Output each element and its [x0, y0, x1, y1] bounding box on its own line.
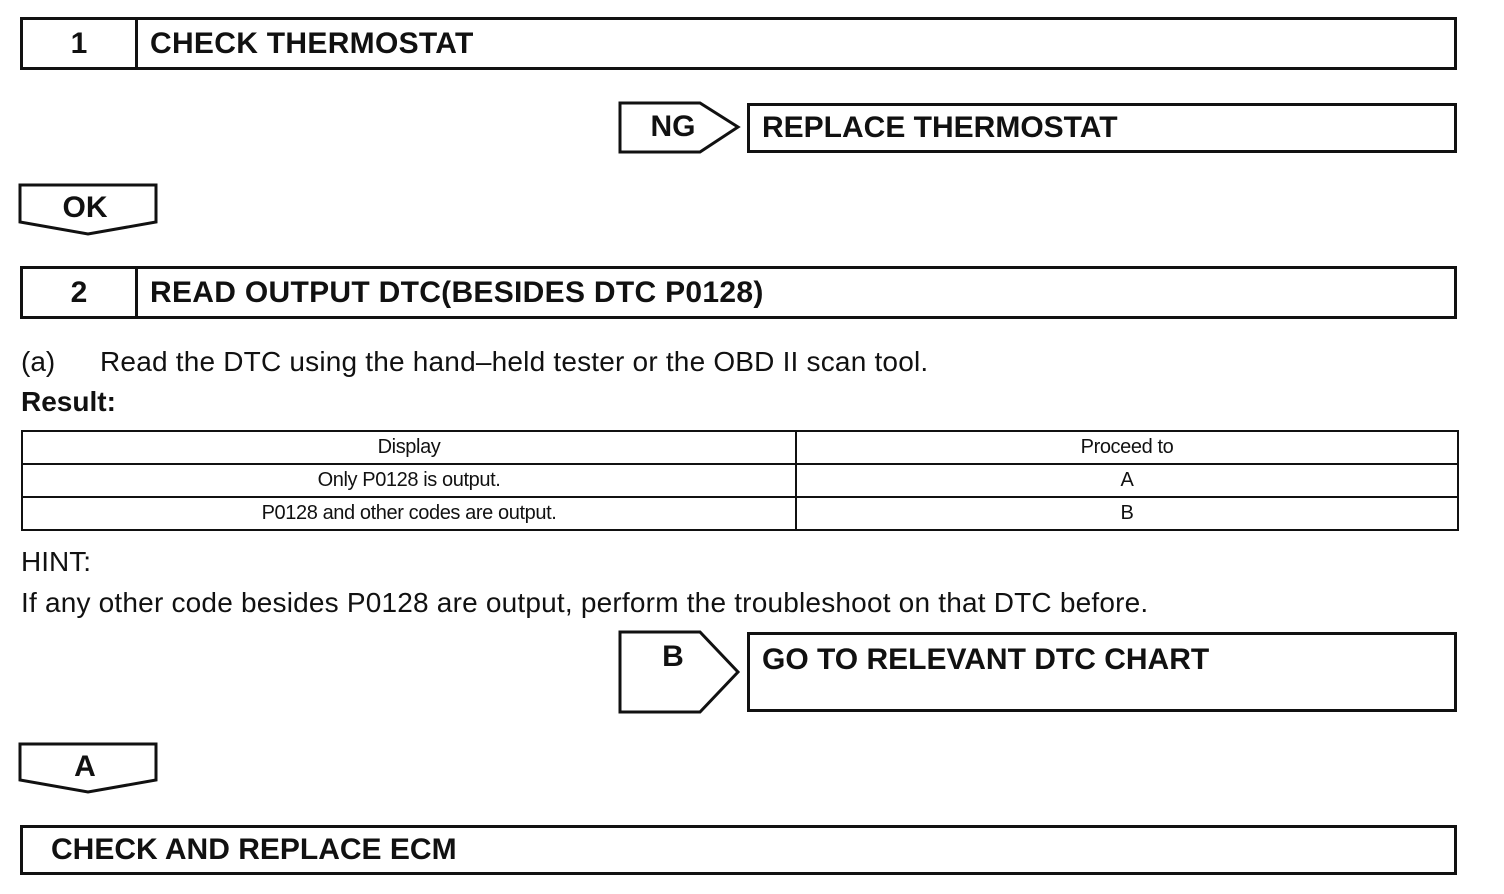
table-cell-proceed: B [796, 497, 1458, 530]
hint-label: HINT: [21, 546, 91, 577]
a-label: A [74, 750, 96, 783]
step-2-number: 2 [23, 269, 138, 316]
table-cell-display: P0128 and other codes are output. [22, 497, 796, 530]
final-step-box [20, 825, 1457, 875]
table-cell-proceed: A [796, 464, 1458, 497]
final-step-title: CHECK AND REPLACE ECM [51, 833, 457, 866]
step-1-title: CHECK THERMOSTAT [150, 26, 474, 60]
b-label: B [662, 640, 684, 673]
table-header-display: Display [22, 431, 796, 464]
step-1-number: 1 [23, 20, 138, 67]
ok-label: OK [62, 191, 108, 224]
hint-text: If any other code besides P0128 are output, perform the troubleshoot on that DTC before. [21, 587, 1149, 618]
ng-action-text: REPLACE THERMOSTAT [762, 111, 1118, 144]
table-header-proceed: Proceed to [796, 431, 1458, 464]
instruction-marker: (a) [21, 346, 56, 377]
ng-label: NG [650, 110, 696, 143]
b-action-text: GO TO RELEVANT DTC CHART [762, 643, 1210, 676]
step-2-title: READ OUTPUT DTC(BESIDES DTC P0128) [150, 275, 764, 309]
result-label: Result: [21, 386, 116, 417]
table-cell-display: Only P0128 is output. [22, 464, 796, 497]
instruction-text: Read the DTC using the hand–held tester or the OBD II scan tool. [100, 346, 929, 377]
